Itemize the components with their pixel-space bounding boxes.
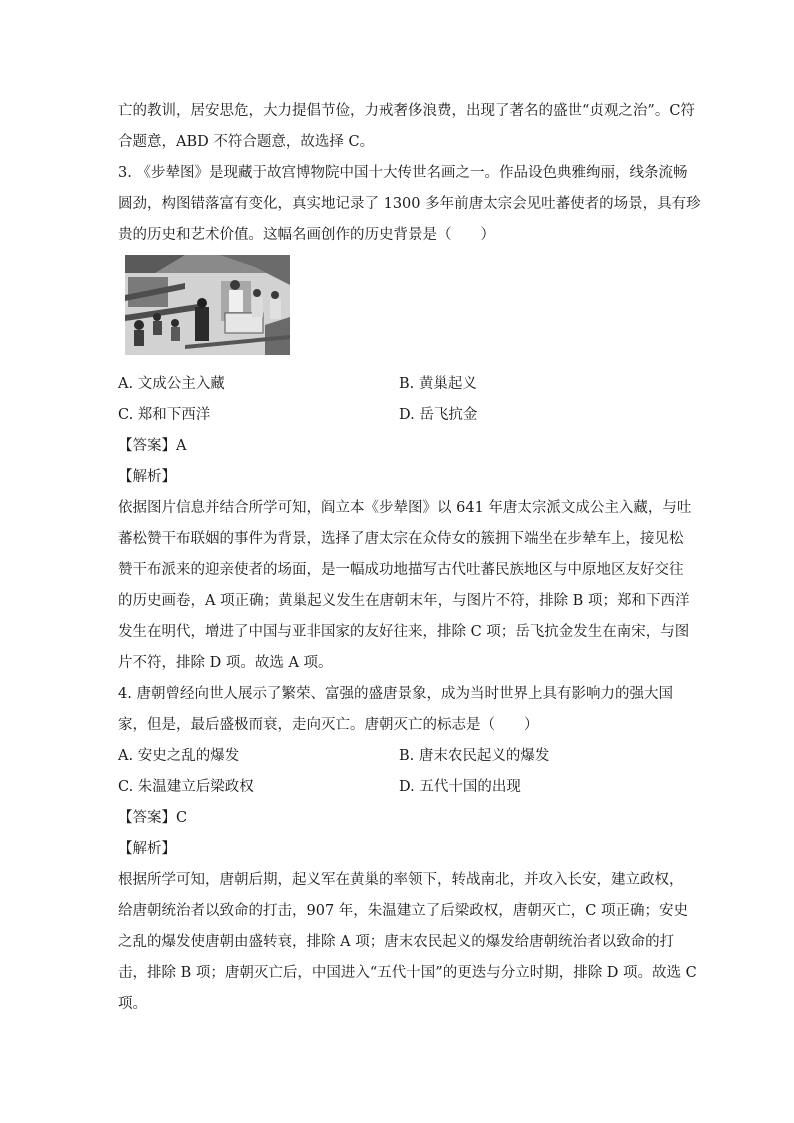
document-body [118,96,701,1020]
question-4-options [118,741,680,803]
analysis-line: 依据图片信息并结合所学可知，阎立本《步辇图》以 641 年唐太宗派文成公主入藏，与吐 [118,500,692,516]
analysis-line: 根据所学可知，唐朝后期，起义军在黄巢的率领下，转战南北，并攻入长安，建立政权， [118,872,684,888]
analysis-line: 项。 [118,996,147,1012]
bunian-tu-painting-image [125,255,290,355]
analysis-line: 赞干布派来的迎亲使者的场面，是一幅成功地描写古代吐蕃民族地区与中原地区友好交往 [118,562,684,578]
question-stem-line: 家，但是，最后盛极而衰，走向灭亡。唐朝灭亡的标志是（ ） [118,717,539,733]
question-4 [118,679,697,1020]
option-d[interactable]: D. 五代十国的出现 [399,779,521,795]
analysis-label: 【解析】 [118,841,176,857]
analysis-line: 蕃松赞干布联姻的事件为背景，选择了唐太宗在众侍女的簇拥下端坐在步辇车上，接见松 [118,531,684,547]
option-c[interactable]: C. 郑和下西洋 [118,407,211,423]
answer-label: 【答案】C [118,810,188,826]
answer-label: 【答案】A [118,438,187,454]
analysis-line: 之乱的爆发使唐朝由盛转衰，排除 A 项；唐末农民起义的爆发给唐朝统治者以致命的打 [118,934,675,950]
question-stem-line: 4. 唐朝曾经向世人展示了繁荣、富强的盛唐景象，成为当时世界上具有影响力的强大国 [118,686,673,702]
question-stem-line: 3. 《步辇图》是现藏于故宫博物院中国十大传世名画之一。作品设色典雅绚丽，线条流畅 [118,165,688,181]
option-a[interactable]: A. 安史之乱的爆发 [118,748,240,764]
option-b[interactable]: B. 黄巢起义 [399,376,477,392]
analysis-line: 击，排除 B 项；唐朝灭亡后，中国进入“五代十国”的更迭与分立时期，排除 D 项。故选 C [118,965,697,981]
text-line: 亡的教训，居安思危，大力提倡节俭，力戒奢侈浪费，出现了著名的盛世“贞观之治”。C符 [118,103,695,119]
analysis-line: 发生在明代，增进了中国与亚非国家的友好往来，排除 C 项；岳飞抗金发生在南宋，与图 [118,624,690,640]
option-d[interactable]: D. 岳飞抗金 [399,407,478,423]
question-3 [118,158,701,679]
previous-question-explanation [118,96,695,158]
question-stem-line: 贵的历史和艺术价值。这幅名画创作的历史背景是（ ） [118,227,495,243]
text-line: 合题意，ABD 不符合题意，故选择 C。 [118,134,375,150]
question-stem-line: 圆劲，构图错落富有变化，真实地记录了 1300 多年前唐太宗会见吐蕃使者的场景，具有珍 [118,196,701,212]
analysis-line: 的历史画卷，A 项正确；黄巢起义发生在唐朝末年，与图片不符，排除 B 项；郑和下西洋 [118,593,690,609]
analysis-line: 片不符，排除 D 项。故选 A 项。 [118,655,333,671]
analysis-label: 【解析】 [118,469,176,485]
option-b[interactable]: B. 唐末农民起义的爆发 [399,748,550,764]
analysis-line: 给唐朝统治者以致命的打击，907 年，朱温建立了后梁政权，唐朝灭亡，C 项正确；安史 [118,903,688,919]
option-c[interactable]: C. 朱温建立后梁政权 [118,779,254,795]
question-3-options [118,369,680,431]
option-a[interactable]: A. 文成公主入藏 [118,376,225,392]
